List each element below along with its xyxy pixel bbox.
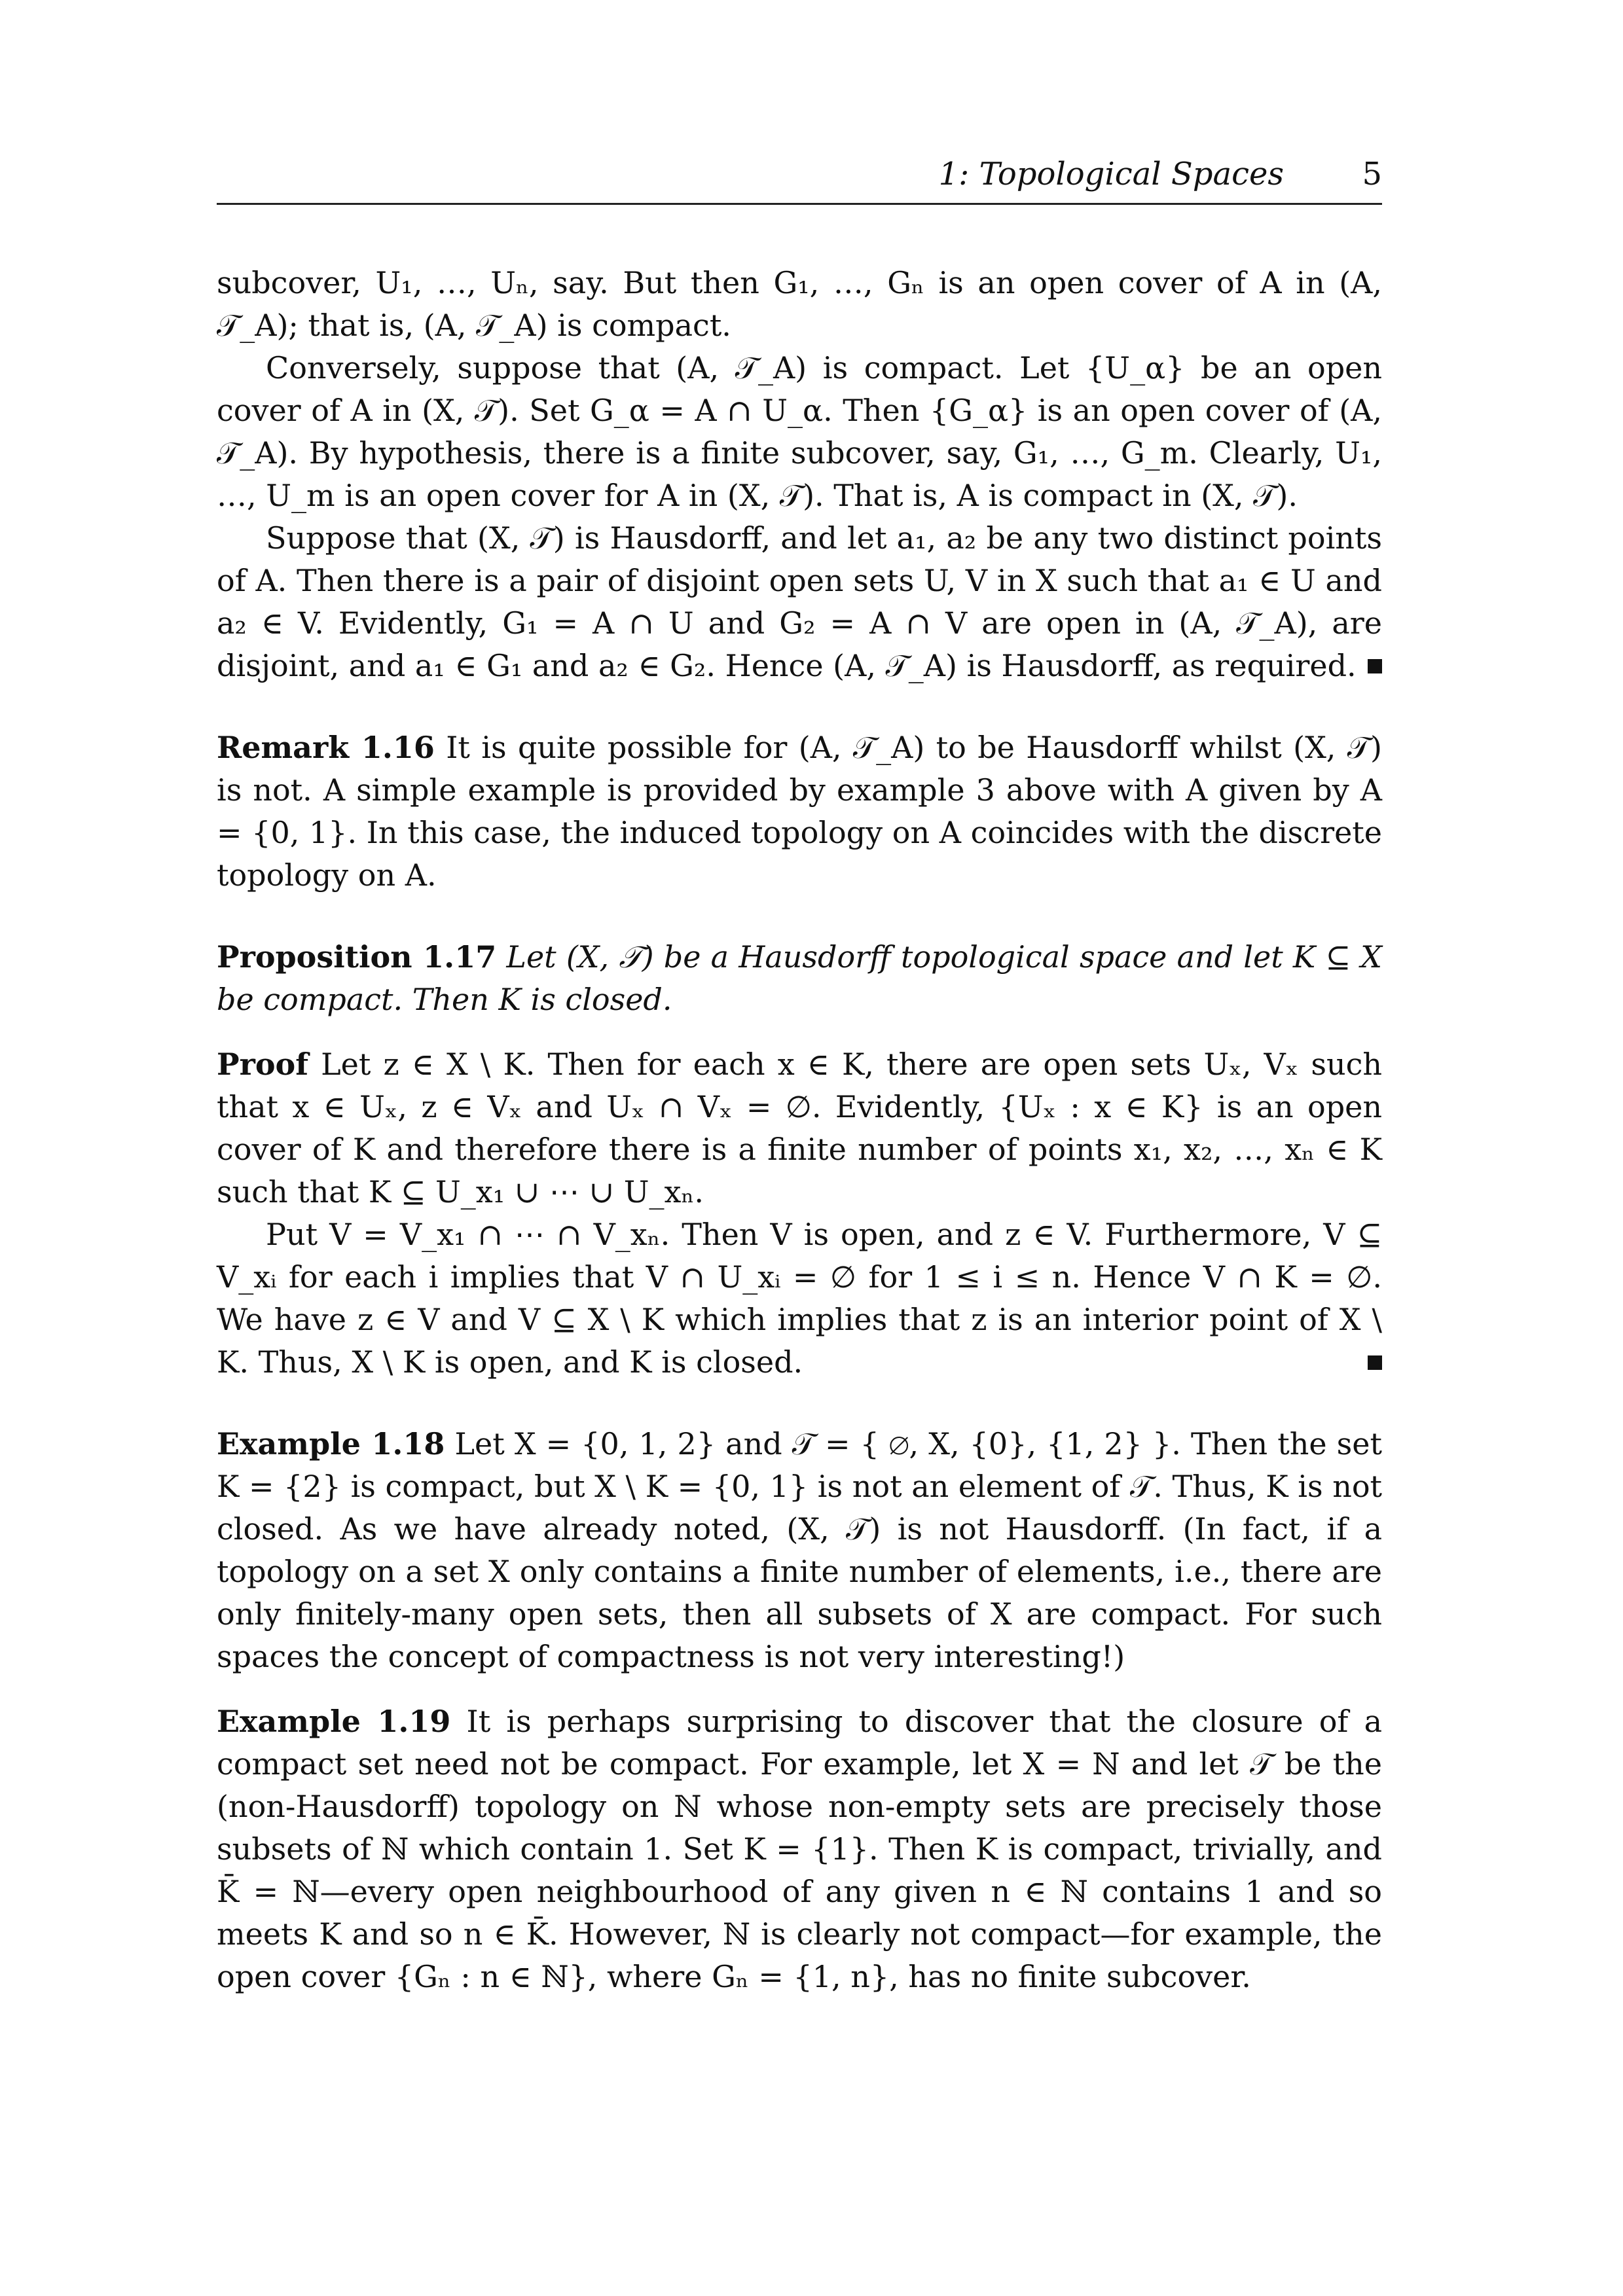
proof-continuation-paragraph: subcover, U₁, …, Uₙ, say. But then G₁, …, Gₙ is an open cover of A in (A, 𝒯_A); that is, (A, 𝒯_A) is compact. (217, 265, 1382, 343)
qed-square-icon (1368, 1355, 1382, 1370)
hausdorff-paragraph (217, 517, 1382, 687)
proof-second-text: Put V = V_x₁ ∩ ⋯ ∩ V_xₙ. Then V is open, and z ∈ V. Furthermore, V ⊆ V_xᵢ for each i implies that V ∩ U_xᵢ = ∅ for 1 ≤ i ≤ n. Hence V ∩ K = ∅. We have z ∈ V and V ⊆ X \ K which implies that z is an interior point of X \ K. Thus, X \ K is open, and K is closed. (217, 1217, 1382, 1380)
example-1-19 (217, 1700, 1382, 1998)
example-heading: Example 1.18 (217, 1426, 445, 1462)
proof-heading: Proof (217, 1047, 308, 1082)
remark-text: It is quite possible for (A, 𝒯_A) to be Hausdorff whilst (X, 𝒯) is not. A simple example is provided by example 3 above with A given by A = {0, 1}. In this case, the induced topology on A coincides with the discrete topology on A. (217, 730, 1382, 893)
hausdorff-paragraph-text: Suppose that (X, 𝒯) is Hausdorff, and let a₁, a₂ be any two distinct points of A. Then there is a pair of disjoint open sets U, V in X such that a₁ ∈ U and a₂ ∈ V. Evidently, G₁ = A ∩ U and G₂ = A ∩ V are open in (A, 𝒯_A), are disjoint, and a₁ ∈ G₁ and a₂ ∈ G₂. Hence (A, 𝒯_A) is Hausdorff, as required. (217, 520, 1382, 683)
remark-1-16 (217, 726, 1382, 897)
proof-second-paragraph (217, 1213, 1382, 1384)
proposition-heading: Proposition 1.17 (217, 939, 497, 975)
running-title: 1: Topological Spaces (938, 156, 1284, 192)
converse-paragraph: Conversely, suppose that (A, 𝒯_A) is compact. Let {U_α} be an open cover of A in (X, 𝒯). Set G_α = A ∩ U_α. Then {G_α} is an open cover of (A, 𝒯_A). By hypothesis, there is a finite subcover, say, G₁, …, G_m. Clearly, U₁, …, U_m is an open cover for A in (X, 𝒯). That is, A is compact in (X, 𝒯). (217, 350, 1382, 513)
page-number: 5 (1362, 156, 1382, 192)
page-body (217, 262, 1382, 1998)
proposition-statement: Let (X, 𝒯) be a Hausdorff topological space and let K ⊆ X be compact. Then K is closed. (217, 939, 1382, 1017)
example-1-18 (217, 1423, 1382, 1678)
proof-text: Let z ∈ X \ K. Then for each x ∈ K, there are open sets Uₓ, Vₓ such that x ∈ Uₓ, z ∈ Vₓ and Uₓ ∩ Vₓ = ∅. Evidently, {Uₓ : x ∈ K} is an open cover of K and therefore there is a finite number of points x₁, x₂, …, xₙ ∈ K such that K ⊆ U_x₁ ∪ ⋯ ∪ U_xₙ. (217, 1047, 1382, 1210)
qed-square-icon (1368, 659, 1382, 673)
page-header (217, 151, 1382, 205)
example-heading: Example 1.19 (217, 1704, 451, 1739)
remark-heading: Remark 1.16 (217, 730, 435, 765)
example-text: It is perhaps surprising to discover that the closure of a compact set need not be compact. For example, let X = ℕ and let 𝒯 be the (non-Hausdorff) topology on ℕ whose non-empty sets are precisely those subsets of ℕ which contain 1. Set K = {1}. Then K is compact, trivially, and K̄ = ℕ—every open neighbourhood of any given n ∈ ℕ contains 1 and so meets K and so n ∈ K̄. However, ℕ is clearly not compact—for example, the open cover {Gₙ : n ∈ ℕ}, where Gₙ = {1, n}, has no finite subcover. (217, 1704, 1382, 1994)
proof-paragraph (217, 1043, 1382, 1213)
example-text: Let X = {0, 1, 2} and 𝒯 = { ∅, X, {0}, {1, 2} }. Then the set K = {2} is compact, but X \ K = {0, 1} is not an element of 𝒯. Thus, K is not closed. As we have already noted, (X, 𝒯) is not Hausdorff. (In fact, if a topology on a set X only contains a finite number of elements, i.e., there are only finitely-many open sets, then all subsets of X are compact. For such spaces the concept of compactness is not very interesting!) (217, 1426, 1382, 1674)
proposition-1-17 (217, 936, 1382, 1021)
